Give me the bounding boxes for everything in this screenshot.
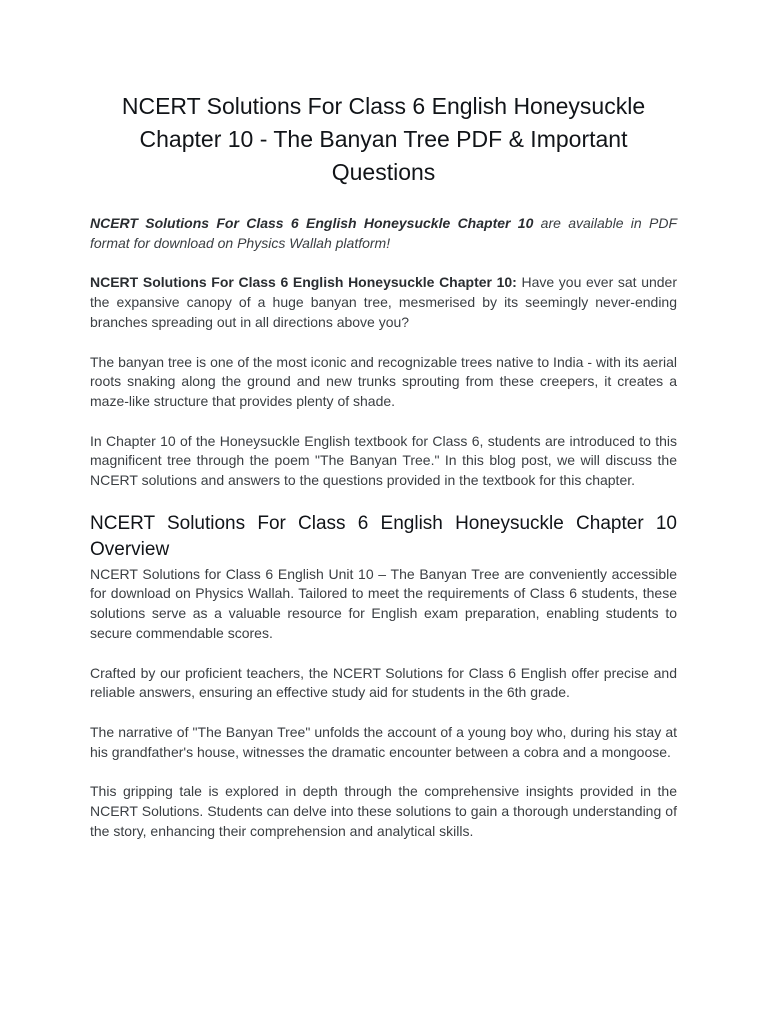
paragraph-3: In Chapter 10 of the Honeysuckle English textbook for Class 6, students are introduced to this magnificent tree through the poem "The Banyan Tree." In this blog post, we will discuss the NCERT solutions and answers to the questions provided in the textbook for this chapter. (90, 432, 677, 489)
document-page (90, 90, 677, 861)
section-paragraph-4: This gripping tale is explored in depth through the comprehensive insights provided in the NCERT Solutions. Students can delve into these solutions to gain a thorough understanding of the story, enhancing their comprehension and analytical skills. (90, 783, 677, 839)
paragraph-2: The banyan tree is one of the most iconic and recognizable trees native to India - with its aerial roots snaking along the ground and new trunks sprouting from these creepers, it creates a maze-like structure that provides plenty of shade. (90, 353, 677, 409)
section-heading: NCERT Solutions For Class 6 English Honeysuckle Chapter 10 Overview (90, 512, 677, 560)
section-paragraph-2: Crafted by our proficient teachers, the NCERT Solutions for Class 6 English offer precise and reliable answers, ensuring an effective study aid for students in the 6th grade. (90, 664, 677, 701)
intro-paragraph (90, 214, 677, 253)
document-title: NCERT Solutions For Class 6 English Honeysuckle Chapter 10 - The Banyan Tree PDF & Important Questions (121, 93, 646, 185)
section-paragraph-3: The narrative of "The Banyan Tree" unfolds the account of a young boy who, during his stay at his grandfather's house, witnesses the dramatic encounter between a cobra and a mongoose. (90, 723, 677, 760)
intro-text: are available in PDF format for download on Physics Wallah platform! (90, 215, 678, 251)
paragraph-1 (90, 273, 677, 332)
paragraph-1-text: Have you ever sat under the expansive canopy of a huge banyan tree, mesmerised by its seemingly never-ending branches spreading out in all directions above you? (90, 274, 677, 330)
section-paragraph-1: NCERT Solutions for Class 6 English Unit 10 – The Banyan Tree are conveniently accessible for download on Physics Wallah. Tailored to meet the requirements of Class 6 students, these solutions serve as a valuable resource for English exam preparation, enabling students to secure commendable scores. (90, 565, 677, 641)
intro-lead: NCERT Solutions For Class 6 English Honeysuckle Chapter 10 (90, 215, 534, 231)
paragraph-1-lead: NCERT Solutions For Class 6 English Honeysuckle Chapter 10: (90, 274, 517, 291)
